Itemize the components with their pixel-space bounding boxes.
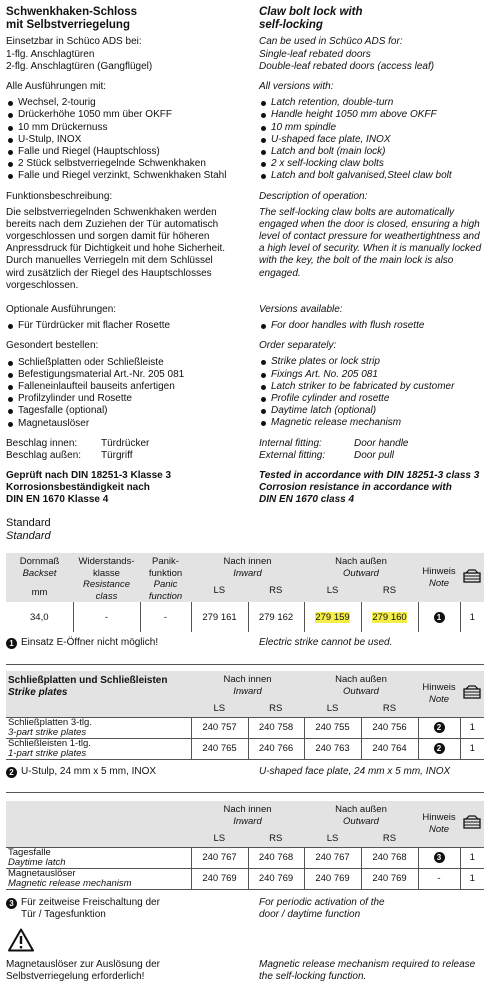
header-text: Hinweis <box>422 682 456 694</box>
versions-heading-en: All versions with: <box>259 81 334 92</box>
list-item: Falle und Riegel verzinkt, Schwenkhaken Stahl <box>6 170 242 182</box>
list-item: For door handles with flush rosette <box>259 320 485 332</box>
note-badge: 1 <box>434 612 445 623</box>
title-de <box>6 6 242 32</box>
strike-title <box>6 671 191 717</box>
text-line: DIN EN 1670 Klasse 4 <box>6 494 109 506</box>
text-line: engaged when the door is closed, ensuring a high <box>259 218 480 230</box>
header-text: Dornmaß <box>19 556 60 568</box>
divider <box>6 792 484 793</box>
header-text: class <box>95 590 118 602</box>
fitting-external-en <box>259 450 485 462</box>
cell-out-rs: 240 756 <box>361 717 418 738</box>
list-item: U-Stulp, INOX <box>6 134 242 146</box>
header-rs: RS <box>269 585 283 597</box>
text-line: vorgeschlossen. <box>6 279 79 291</box>
list-item: Strike plates or lock strip <box>259 356 485 368</box>
usage-line: Can be used in Schüco ADS for: <box>259 36 403 48</box>
title-de-line1: Schwenkhaken-Schloss <box>6 6 138 18</box>
note-text: Tür / Tagesfunktion <box>21 909 106 920</box>
cell-note <box>418 847 460 868</box>
text-line: bereits nach dem Zuziehen der Tür automatisch <box>6 218 219 230</box>
header-ls: LS <box>326 585 339 597</box>
strike-title-de: Schließplatten und Schließleisten <box>8 675 168 686</box>
header-inward <box>191 553 304 602</box>
fitting-value: Door handle <box>354 437 409 449</box>
cell-out-rs: 240 768 <box>361 847 418 868</box>
fitting-label: Internal fitting: <box>259 437 322 449</box>
cell-note: - <box>418 868 460 889</box>
order-list-en <box>259 356 485 429</box>
cell-out-ls: 240 767 <box>304 847 361 868</box>
header-text: Panic <box>153 579 178 591</box>
strike-plates-table <box>6 671 484 760</box>
header-inward <box>191 671 304 717</box>
header-text: Outward <box>343 815 379 827</box>
cell-out-ls <box>304 602 361 632</box>
english-description <box>259 6 485 506</box>
header-rs: RS <box>382 833 397 845</box>
header-panic <box>140 553 191 602</box>
title-en-line1: Claw bolt lock with <box>259 6 363 18</box>
cell-qty: 1 <box>460 868 484 889</box>
cell-out-rs: 240 769 <box>361 868 418 889</box>
cell-description <box>6 847 191 868</box>
tested-de <box>6 470 242 507</box>
optional-heading-en: Versions available: <box>259 303 343 315</box>
row-label-en: 1-part strike plates <box>8 747 87 759</box>
header-text: Inward <box>233 685 262 697</box>
header-text: function <box>148 590 183 602</box>
note1-de <box>6 637 158 649</box>
optional-list-en <box>259 320 485 332</box>
cell-in-ls <box>191 602 248 632</box>
note-badge: 1 <box>6 638 17 649</box>
cell-description <box>6 738 191 759</box>
note-badge: 2 <box>434 722 445 733</box>
header-text: Widerstands- <box>78 556 135 567</box>
cell-description <box>6 868 191 889</box>
note3-de <box>6 897 160 921</box>
header-text: Hinweis <box>422 812 456 824</box>
text-line: with the key, the bolt of the main lock is also <box>259 255 454 267</box>
note-text: door / daytime function <box>259 909 361 920</box>
list-item: 2 Stück selbstverriegelnde Schwenkhaken <box>6 158 242 170</box>
note-badge: 3 <box>434 852 445 863</box>
cell-out-rs: 240 764 <box>361 738 418 759</box>
cell-qty: 1 <box>460 602 484 632</box>
cell-out-ls: 240 763 <box>304 738 361 759</box>
list-item: Wechsel, 2-tourig <box>6 97 242 109</box>
note2-de <box>6 766 156 778</box>
header-ls: LS <box>326 833 339 845</box>
german-description <box>6 6 242 507</box>
divider <box>6 664 484 665</box>
text-line: Tested in accordance with DIN 18251-3 class 3 <box>259 469 480 481</box>
list-item: Falle und Riegel (Hauptschloss) <box>6 146 242 158</box>
cell-in-rs: 240 758 <box>248 717 304 738</box>
note1-en: Electric strike cannot be used. <box>259 637 393 648</box>
basket-icon <box>463 569 481 583</box>
header-text: Note <box>428 693 450 705</box>
header-ls: LS <box>213 585 226 597</box>
list-item: Latch retention, double-turn <box>259 97 485 109</box>
fitting-internal-de <box>6 438 242 450</box>
header-rs: RS <box>382 703 397 715</box>
order-heading-en: Order separately: <box>259 340 337 352</box>
warning-text: Magnetic release mechanism required to release <box>259 959 476 970</box>
header-blank <box>6 801 191 847</box>
note-text: Für zeitweise Freischaltung der <box>21 897 160 908</box>
warning-triangle-icon <box>8 928 34 952</box>
table-row <box>6 847 484 868</box>
list-item: Profilzylinder und Rosette <box>6 393 242 405</box>
header-rs: RS <box>269 833 283 845</box>
list-item: Falleneinlaufteil bauseits anfertigen <box>6 381 242 393</box>
header-text: Outward <box>343 567 379 579</box>
cell-in-ls: 240 765 <box>191 738 248 759</box>
warning-en <box>259 959 475 983</box>
function-text-de <box>6 207 242 292</box>
text-line: Die selbstverriegelnden Schwenkhaken werden <box>6 206 217 218</box>
text-line: Corrosion resistance in accordance with <box>259 482 452 494</box>
header-basket <box>460 671 484 717</box>
list-item: Latch and bolt (main lock) <box>259 146 485 158</box>
title-en-line2: self-locking <box>259 19 323 32</box>
fitting-value: Türdrücker <box>101 437 150 449</box>
note3-en <box>259 897 385 921</box>
function-heading-de: Funktionsbeschreibung: <box>6 190 113 202</box>
warning-de <box>6 959 160 983</box>
cell-qty: 1 <box>460 847 484 868</box>
text-line: engaged. <box>259 267 301 279</box>
text-line: DIN EN 1670 class 4 <box>259 494 355 506</box>
title-en <box>259 6 485 32</box>
header-rs: RS <box>382 585 397 597</box>
table-row <box>6 717 484 738</box>
header-ls: LS <box>213 703 226 715</box>
cell-note <box>418 738 460 759</box>
fitting-internal-en <box>259 438 485 450</box>
cell-note <box>418 602 460 632</box>
warning-text: Selbstverriegelung erforderlich! <box>6 971 145 982</box>
list-item: Magnetauslöser <box>6 418 242 430</box>
cell-in-ls: 240 757 <box>191 717 248 738</box>
list-item: Drückerhöhe 1050 mm über OKFF <box>6 109 242 121</box>
title-de-line2: mit Selbstverriegelung <box>6 19 130 32</box>
header-text: Note <box>428 577 450 589</box>
header-text: Panik- <box>152 556 179 567</box>
text-line: a high level of security. When it is manually locked <box>259 243 482 255</box>
usage-de <box>6 36 242 73</box>
usage-line: Single-leaf rebated doors <box>259 48 371 60</box>
list-item: Latch striker to be fabricated by customer <box>259 381 485 393</box>
text-line: level of contact pressure for weathertightness and <box>259 231 480 243</box>
header-note <box>418 553 460 602</box>
row-label-de: Magnetauslöser <box>8 867 76 879</box>
note-badge: 2 <box>434 743 445 754</box>
cell-note <box>418 717 460 738</box>
cell-out-ls: 240 769 <box>304 868 361 889</box>
usage-en <box>259 36 485 73</box>
fitting-label: External fitting: <box>259 449 326 461</box>
text-line: vorgeschlossen und sorgen damit für höheren <box>6 231 210 243</box>
strike-title-en: Strike plates <box>8 687 68 699</box>
header-text: Inward <box>233 567 262 579</box>
cell-resistance: - <box>73 602 140 632</box>
text-line: Geprüft nach DIN 18251-3 Klasse 3 <box>6 470 172 482</box>
warning-text: the self-locking function. <box>259 971 367 982</box>
list-item: Daytime latch (optional) <box>259 405 485 417</box>
fitting-value: Türgriff <box>101 449 133 461</box>
cell-out-ls: 240 755 <box>304 717 361 738</box>
list-item: Profile cylinder and rosette <box>259 393 485 405</box>
header-basket <box>460 553 484 602</box>
list-item: Schließplatten oder Schließleiste <box>6 357 242 369</box>
note-badge: 2 <box>6 767 17 778</box>
function-text-en <box>259 207 485 280</box>
table-row <box>6 602 484 632</box>
text-line: Durch manuelles Verriegeln mit dem Schlüssel <box>6 255 213 267</box>
header-text: Outward <box>343 685 379 697</box>
cell-panic: - <box>140 602 191 632</box>
list-item: Handle height 1050 mm above OKFF <box>259 109 485 121</box>
cell-in-ls: 240 769 <box>191 868 248 889</box>
header-text: Nach innen <box>223 804 272 815</box>
header-rs: RS <box>269 703 283 715</box>
article-number-highlighted: 279 160 <box>372 611 407 623</box>
header-ls: LS <box>326 703 339 715</box>
order-list-de <box>6 357 242 430</box>
header-text: Nach außen <box>335 674 387 685</box>
list-item: Latch and bolt galvanised,Steel claw bolt <box>259 170 485 182</box>
fitting-external-de <box>6 450 242 462</box>
list-item: Für Türdrücker mit flacher Rosette <box>6 320 242 332</box>
note-badge: 3 <box>6 898 17 909</box>
versions-list-de <box>6 97 242 182</box>
list-item: 10 mm spindle <box>259 122 485 134</box>
versions-list-en <box>259 97 485 182</box>
header-text: Resistance <box>83 579 130 591</box>
fitting-label: Beschlag innen: <box>6 437 78 449</box>
product-table <box>6 553 484 632</box>
row-label-en: Daytime latch <box>8 856 66 868</box>
header-inward <box>191 801 304 847</box>
header-text: Inward <box>233 815 262 827</box>
list-item: 2 x self-locking claw bolts <box>259 158 485 170</box>
row-label-en: 3-part strike plates <box>8 726 87 738</box>
header-text: klasse <box>93 567 120 579</box>
list-item: U-shaped face plate, INOX <box>259 134 485 146</box>
cell-qty: 1 <box>460 717 484 738</box>
header-backset <box>6 553 73 602</box>
list-item: Fixings Art. No. 205 081 <box>259 369 485 381</box>
cell-in-ls: 240 767 <box>191 847 248 868</box>
cell-in-rs <box>248 602 304 632</box>
header-resistance <box>73 553 140 602</box>
header-basket <box>460 801 484 847</box>
note-text: For periodic activation of the <box>259 897 385 908</box>
order-heading-de: Gesondert bestellen: <box>6 340 99 352</box>
header-text: Nach außen <box>335 556 387 567</box>
list-item: Tagesfalle (optional) <box>6 405 242 417</box>
basket-icon <box>463 685 481 699</box>
standard-en: Standard <box>6 530 51 543</box>
usage-line: Einsetzbar in Schüco ADS bei: <box>6 36 142 48</box>
header-unit: mm <box>31 587 48 599</box>
standard-heading <box>6 517 51 543</box>
text-line: Anpressdruck für Dichtigkeit und hohe Sicherheit. <box>6 243 226 255</box>
note-text: Einsatz E-Öffner nicht möglich! <box>21 637 159 648</box>
header-outward <box>304 671 418 717</box>
note2-en: U-shaped face plate, 24 mm x 5 mm, INOX <box>259 766 451 777</box>
header-text: funktion <box>148 567 183 579</box>
function-heading-en: Description of operation: <box>259 190 368 202</box>
warning-text: Magnetauslöser zur Auslösung der <box>6 959 160 970</box>
header-ls: LS <box>213 833 226 845</box>
row-label-de: Tagesfalle <box>8 846 51 858</box>
tested-en <box>259 470 485 507</box>
header-outward <box>304 801 418 847</box>
header-note <box>418 801 460 847</box>
text-line: wird zusätzlich der Riegel des Hauptschlosses <box>6 267 212 279</box>
cell-backset: 34,0 <box>30 611 49 623</box>
fitting-label: Beschlag außen: <box>6 449 82 461</box>
usage-line: 1-flg. Anschlagtüren <box>6 48 95 60</box>
standard-de: Standard <box>6 517 51 529</box>
cell-qty: 1 <box>460 738 484 759</box>
header-text: Backset <box>22 567 57 579</box>
usage-line: Double-leaf rebated doors (access leaf) <box>259 60 435 72</box>
cell-in-rs: 240 766 <box>248 738 304 759</box>
list-item: 10 mm Drückernuss <box>6 122 242 134</box>
header-outward <box>304 553 418 602</box>
basket-icon <box>463 815 481 829</box>
table-row <box>6 738 484 759</box>
usage-line: 2-flg. Anschlagtüren (Gangflügel) <box>6 60 153 72</box>
fitting-value: Door pull <box>354 449 395 461</box>
versions-heading-de: Alle Ausführungen mit: <box>6 81 107 92</box>
cell-in-rs: 240 769 <box>248 868 304 889</box>
header-text: Note <box>428 823 450 835</box>
row-label-de: Schließleisten 1-tlg. <box>8 737 91 749</box>
cell-in-rs: 240 768 <box>248 847 304 868</box>
accessories-table <box>6 801 484 890</box>
list-item: Befestigungsmaterial Art.-Nr. 205 081 <box>6 369 242 381</box>
list-item: Magnetic release mechanism <box>259 417 485 429</box>
article-number: 279 161 <box>202 611 237 623</box>
row-label-en: Magnetic release mechanism <box>8 877 132 889</box>
header-text: Nach innen <box>223 556 272 567</box>
note-text: U-Stulp, 24 mm x 5 mm, INOX <box>21 766 157 777</box>
optional-heading-de: Optionale Ausführungen: <box>6 304 117 315</box>
optional-list-de <box>6 320 242 332</box>
cell-description <box>6 717 191 738</box>
text-line: The self-locking claw bolts are automatically <box>259 206 455 218</box>
text-line: Korrosionsbeständigkeit nach <box>6 482 150 494</box>
table-row <box>6 868 484 889</box>
header-text: Nach innen <box>223 674 272 685</box>
row-label-de: Schließplatten 3-tlg. <box>8 716 92 728</box>
cell-out-rs <box>361 602 418 632</box>
article-number-highlighted: 279 159 <box>315 611 350 623</box>
header-text: Hinweis <box>422 566 456 578</box>
article-number: 279 162 <box>258 611 294 623</box>
header-text: Nach außen <box>335 804 387 815</box>
header-note <box>418 671 460 717</box>
